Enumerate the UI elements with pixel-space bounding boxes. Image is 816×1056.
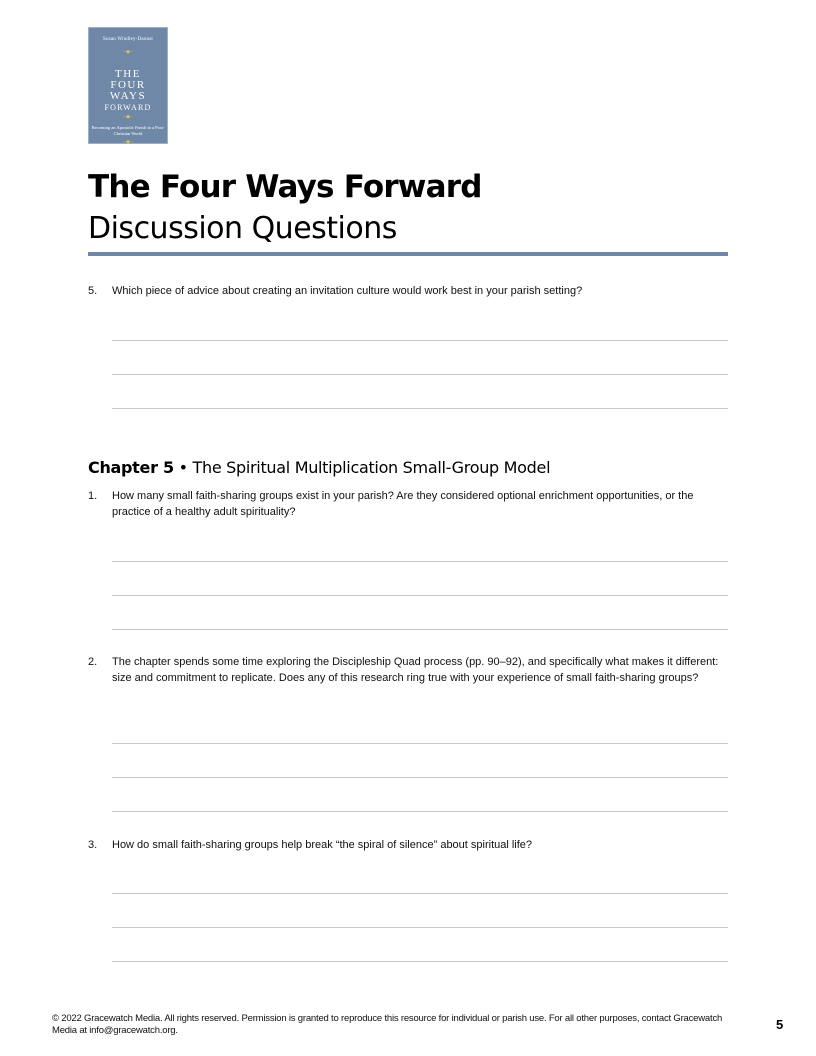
- cover-title-line: FOUR: [110, 79, 146, 91]
- answer-line[interactable]: [112, 408, 728, 409]
- cover-subtitle: Becoming an Apostolic Parish in a Post-Christian World: [91, 125, 165, 136]
- question-number: 5.: [88, 285, 98, 297]
- copyright-footer: © 2022 Gracewatch Media. All rights reserved. Permission is granted to reproduce this resource for individual or parish use. For all other purposes, contact Gracewatch Media at info@gracewatch.org.: [52, 1013, 723, 1036]
- cover-ornament-icon: ~◆~: [123, 115, 133, 120]
- chapter-bullet: •: [178, 458, 188, 477]
- page-subtitle: Discussion Questions: [88, 211, 397, 246]
- answer-line[interactable]: [112, 927, 728, 928]
- cover-ornament-icon: ~◆~: [123, 50, 133, 55]
- title-divider: [88, 252, 728, 256]
- answer-line[interactable]: [112, 595, 728, 596]
- book-cover-image: [88, 27, 168, 144]
- chapter-title: The Spiritual Multiplication Small-Group Model: [192, 458, 551, 477]
- chapter-label: Chapter 5: [88, 458, 174, 477]
- cover-title-line: WAYS: [109, 90, 147, 102]
- question-text: How many small faith-sharing groups exist in your parish? Are they considered optional enrichment opportunities, or the practice of a healthy adult spirituality?: [112, 490, 694, 518]
- question-number: 1.: [88, 490, 98, 502]
- question-item: [88, 488, 728, 520]
- question-text: How do small faith-sharing groups help break “the spiral of silence” about spiritual life?: [112, 839, 533, 851]
- answer-line[interactable]: [112, 893, 728, 894]
- cover-title-line: THE: [115, 68, 141, 80]
- question-text: Which piece of advice about creating an invitation culture would work best in your parish setting?: [112, 285, 583, 297]
- answer-line[interactable]: [112, 777, 728, 778]
- page-title: The Four Ways Forward: [88, 169, 482, 205]
- answer-line[interactable]: [112, 629, 728, 630]
- cover-author: Susan Windley-Daoust: [103, 37, 153, 42]
- answer-line[interactable]: [112, 743, 728, 744]
- answer-line[interactable]: [112, 811, 728, 812]
- answer-line[interactable]: [112, 561, 728, 562]
- question-text: The chapter spends some time exploring the Discipleship Quad process (pp. 90–92), and specifically what makes it different: size and commitment to replicate. Does any of this research ring true with your experience of small faith-sharing groups?: [112, 656, 719, 684]
- cover-ornament-icon: ~◆~: [123, 140, 133, 145]
- cover-title-line: FORWARD: [104, 103, 152, 112]
- answer-line[interactable]: [112, 374, 728, 375]
- page-number: 5: [776, 1017, 784, 1032]
- chapter-heading: [88, 458, 550, 477]
- question-number: 2.: [88, 656, 98, 668]
- question-item: [88, 837, 728, 853]
- question-item: [88, 283, 728, 299]
- question-number: 3.: [88, 839, 98, 851]
- answer-line[interactable]: [112, 961, 728, 962]
- question-item: [88, 654, 728, 686]
- answer-line[interactable]: [112, 340, 728, 341]
